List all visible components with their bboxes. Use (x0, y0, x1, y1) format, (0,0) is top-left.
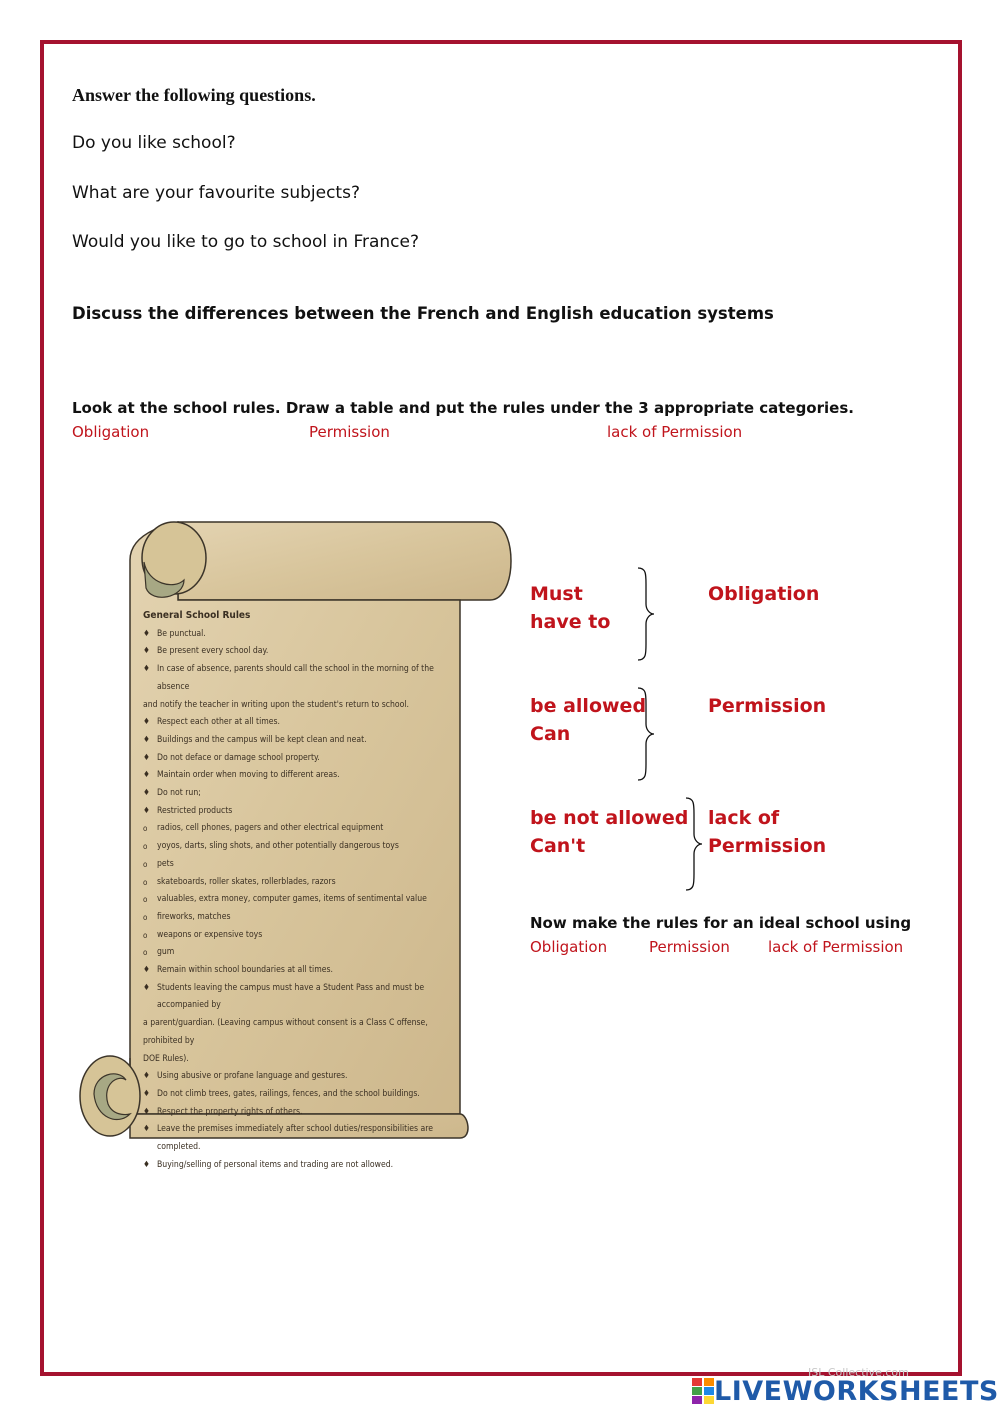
rule-item: o radios, cell phones, pagers and other electrical equipment (143, 820, 443, 838)
question-1: Do you like school? (72, 133, 236, 153)
circle-bullet-icon: o (143, 930, 148, 940)
diamond-bullet-icon: ♦ (143, 1124, 150, 1135)
diamond-bullet-icon: ♦ (143, 646, 150, 657)
rule-item: o fireworks, matches (143, 909, 443, 927)
question-3: Would you like to go to school in France? (72, 232, 419, 252)
rule-item: ♦ Maintain order when moving to different areas. (143, 767, 443, 785)
rule-item: ♦ Do not deface or damage school property. (143, 750, 443, 768)
questions-heading: Answer the following questions. (72, 85, 316, 105)
rule-item: ♦ Buildings and the campus will be kept clean and neat. (143, 732, 443, 750)
brand-name: LIVEWORKSHEETS (714, 1375, 999, 1407)
label-permission: Permission (708, 695, 827, 717)
circle-bullet-icon: o (143, 824, 148, 834)
rule-item: ♦ Respect the property rights of others. (143, 1104, 443, 1122)
ideal-category-obligation: Obligation (530, 938, 608, 956)
diamond-bullet-icon: ♦ (143, 752, 150, 763)
ideal-category-lack-of-permission: lack of Permission (768, 938, 904, 956)
diamond-bullet-icon: ♦ (143, 1159, 150, 1170)
rule-item: ♦ Restricted products (143, 803, 443, 821)
modal-must: Must (530, 583, 583, 605)
diamond-bullet-icon: ♦ (143, 1106, 150, 1117)
rule-item: ♦ Respect each other at all times. (143, 714, 443, 732)
rule-item: o pets (143, 856, 443, 874)
task-instruction: Look at the school rules. Draw a table and put the rules under the 3 appropriate categories. (72, 399, 854, 417)
circle-bullet-icon: o (143, 948, 148, 958)
circle-bullet-icon: o (143, 842, 148, 852)
rule-item: ♦ Be punctual. (143, 626, 443, 644)
diamond-bullet-icon: ♦ (143, 717, 150, 728)
circle-bullet-icon: o (143, 877, 148, 887)
modal-be-allowed: be allowed (530, 695, 647, 717)
school-rules-list (143, 607, 443, 1175)
discuss-prompt: Discuss the differences between the French and English education systems (72, 304, 774, 323)
diamond-bullet-icon: ♦ (143, 965, 150, 976)
brace-permission-icon (632, 684, 662, 784)
rule-item: o weapons or expensive toys (143, 927, 443, 945)
logo-blocks-icon (692, 1378, 714, 1404)
diamond-bullet-icon: ♦ (143, 664, 150, 675)
label-lack-of: lack of (708, 807, 780, 829)
rule-item: ♦ In case of absence, parents should call the school in the morning of the absence (143, 661, 443, 696)
rule-item: o skateboards, roller skates, rollerblades, razors (143, 874, 443, 892)
circle-bullet-icon: o (143, 859, 148, 869)
category-permission: Permission (309, 423, 390, 441)
diamond-bullet-icon: ♦ (143, 805, 150, 816)
question-2: What are your favourite subjects? (72, 183, 360, 203)
circle-bullet-icon: o (143, 895, 148, 905)
rules-title: General School Rules (143, 610, 251, 621)
rule-item: ♦ Students leaving the campus must have a Student Pass and must be accompanied by (143, 980, 443, 1015)
rule-item: o gum (143, 944, 443, 962)
diamond-bullet-icon: ♦ (143, 982, 150, 993)
label-obligation: Obligation (708, 583, 820, 605)
rule-item: DOE Rules). (143, 1053, 189, 1064)
modal-can: Can (530, 723, 571, 745)
rule-item: o valuables, extra money, computer games, items of sentimental value (143, 891, 443, 909)
liveworksheets-logo[interactable] (692, 1374, 999, 1408)
rule-item: ♦ Do not climb trees, gates, railings, fences, and the school buildings. (143, 1086, 443, 1104)
diamond-bullet-icon: ♦ (143, 1088, 150, 1099)
brace-obligation-icon (632, 564, 662, 664)
brace-lack-icon (680, 794, 710, 894)
category-lack-of-permission: lack of Permission (607, 423, 743, 441)
label-lack-permission: Permission (708, 835, 827, 857)
modal-cant: Can't (530, 835, 586, 857)
category-obligation: Obligation (72, 423, 150, 441)
ideal-school-instruction: Now make the rules for an ideal school using (530, 914, 912, 932)
modal-be-not-allowed: be not allowed (530, 807, 689, 829)
modal-have-to: have to (530, 611, 611, 633)
diamond-bullet-icon: ♦ (143, 628, 150, 639)
rule-item: ♦ Buying/selling of personal items and trading are not allowed. (143, 1157, 443, 1175)
diamond-bullet-icon: ♦ (143, 770, 150, 781)
rule-item: ♦ Using abusive or profane language and gestures. (143, 1068, 443, 1086)
rule-item: ♦ Remain within school boundaries at all times. (143, 962, 443, 980)
ideal-category-permission: Permission (649, 938, 730, 956)
rule-item: ♦ Leave the premises immediately after school duties/responsibilities are completed. (143, 1121, 443, 1156)
rule-item: a parent/guardian. (Leaving campus without consent is a Class C offense, prohibited by (143, 1018, 428, 1046)
diamond-bullet-icon: ♦ (143, 734, 150, 745)
rule-item: ♦ Be present every school day. (143, 643, 443, 661)
diamond-bullet-icon: ♦ (143, 1071, 150, 1082)
diamond-bullet-icon: ♦ (143, 788, 150, 799)
watermark-text: ISL Collective.com (808, 1366, 909, 1379)
rule-item: ♦ Do not run; (143, 785, 443, 803)
rule-item: o yoyos, darts, sling shots, and other potentially dangerous toys (143, 838, 443, 856)
circle-bullet-icon: o (143, 912, 148, 922)
rule-item: and notify the teacher in writing upon the student's return to school. (143, 699, 409, 710)
